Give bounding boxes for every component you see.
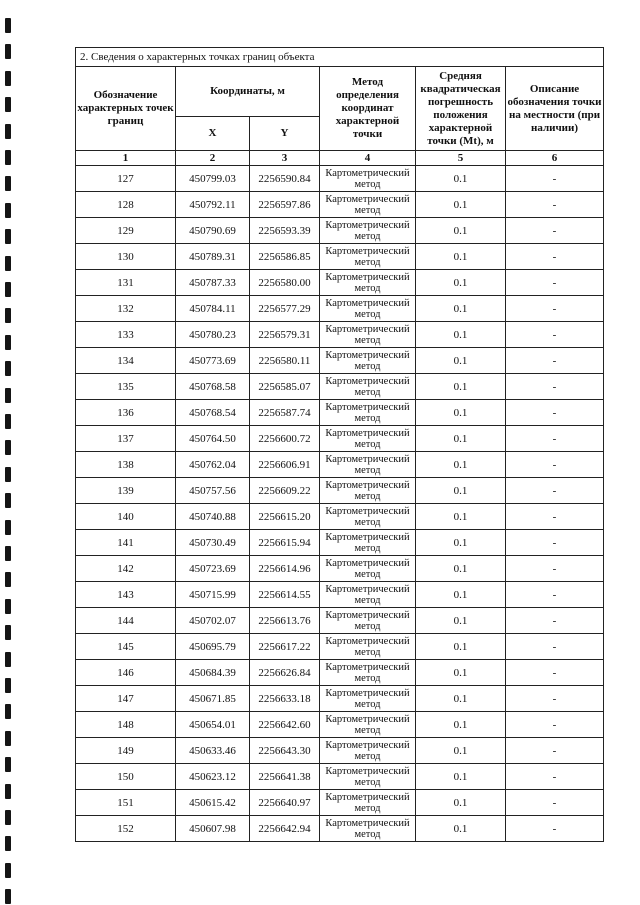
point-cell: 139 xyxy=(76,478,176,504)
x-coordinate-cell: 450654.01 xyxy=(176,712,250,738)
point-cell: 148 xyxy=(76,712,176,738)
y-coordinate-cell: 2256617.22 xyxy=(250,634,320,660)
x-coordinate-cell: 450787.33 xyxy=(176,270,250,296)
table-body xyxy=(76,166,604,842)
punch-mark xyxy=(5,810,11,825)
description-cell: - xyxy=(506,634,604,660)
x-coordinate-cell: 450789.31 xyxy=(176,244,250,270)
error-cell: 0.1 xyxy=(416,712,506,738)
table-row xyxy=(76,348,604,374)
table-row xyxy=(76,686,604,712)
description-cell: - xyxy=(506,504,604,530)
point-cell: 136 xyxy=(76,400,176,426)
description-cell: - xyxy=(506,166,604,192)
punch-mark xyxy=(5,889,11,904)
method-cell: Картометрический метод xyxy=(320,478,416,504)
x-coordinate-cell: 450790.69 xyxy=(176,218,250,244)
punch-mark xyxy=(5,757,11,772)
point-cell: 134 xyxy=(76,348,176,374)
table-row xyxy=(76,738,604,764)
punch-mark xyxy=(5,520,11,535)
x-coordinate-cell: 450780.23 xyxy=(176,322,250,348)
point-cell: 135 xyxy=(76,374,176,400)
punch-mark xyxy=(5,652,11,667)
x-coordinate-cell: 450768.58 xyxy=(176,374,250,400)
table-row xyxy=(76,322,604,348)
method-cell: Картометрический метод xyxy=(320,790,416,816)
description-cell: - xyxy=(506,270,604,296)
point-cell: 128 xyxy=(76,192,176,218)
method-cell: Картометрический метод xyxy=(320,582,416,608)
table-row xyxy=(76,244,604,270)
boundary-points-table xyxy=(75,47,604,842)
table-row xyxy=(76,530,604,556)
description-cell: - xyxy=(506,556,604,582)
header-point: Обозначение характерных точек границ xyxy=(76,67,176,151)
x-coordinate-cell: 450740.88 xyxy=(176,504,250,530)
table-row xyxy=(76,166,604,192)
punch-mark xyxy=(5,493,11,508)
description-cell: - xyxy=(506,348,604,374)
method-cell: Картометрический метод xyxy=(320,816,416,842)
y-coordinate-cell: 2256626.84 xyxy=(250,660,320,686)
punch-mark xyxy=(5,97,11,112)
description-cell: - xyxy=(506,400,604,426)
table-row xyxy=(76,218,604,244)
point-cell: 140 xyxy=(76,504,176,530)
punch-mark xyxy=(5,229,11,244)
error-cell: 0.1 xyxy=(416,322,506,348)
column-number: 4 xyxy=(320,151,416,166)
point-cell: 151 xyxy=(76,790,176,816)
error-cell: 0.1 xyxy=(416,452,506,478)
y-coordinate-cell: 2256587.74 xyxy=(250,400,320,426)
method-cell: Картометрический метод xyxy=(320,608,416,634)
method-cell: Картометрический метод xyxy=(320,426,416,452)
point-cell: 144 xyxy=(76,608,176,634)
point-cell: 132 xyxy=(76,296,176,322)
x-coordinate-cell: 450762.04 xyxy=(176,452,250,478)
point-cell: 133 xyxy=(76,322,176,348)
punch-mark xyxy=(5,836,11,851)
method-cell: Картометрический метод xyxy=(320,374,416,400)
x-coordinate-cell: 450615.42 xyxy=(176,790,250,816)
y-coordinate-cell: 2256642.60 xyxy=(250,712,320,738)
x-coordinate-cell: 450702.07 xyxy=(176,608,250,634)
method-cell: Картометрический метод xyxy=(320,166,416,192)
x-coordinate-cell: 450607.98 xyxy=(176,816,250,842)
description-cell: - xyxy=(506,712,604,738)
error-cell: 0.1 xyxy=(416,348,506,374)
header-description: Описание обозначения точки на местности (при наличии) xyxy=(506,67,604,151)
description-cell: - xyxy=(506,374,604,400)
description-cell: - xyxy=(506,816,604,842)
table-row xyxy=(76,816,604,842)
description-cell: - xyxy=(506,322,604,348)
x-coordinate-cell: 450715.99 xyxy=(176,582,250,608)
table-row xyxy=(76,192,604,218)
point-cell: 137 xyxy=(76,426,176,452)
description-cell: - xyxy=(506,608,604,634)
method-cell: Картометрический метод xyxy=(320,348,416,374)
y-coordinate-cell: 2256600.72 xyxy=(250,426,320,452)
table-row xyxy=(76,374,604,400)
error-cell: 0.1 xyxy=(416,634,506,660)
method-cell: Картометрический метод xyxy=(320,192,416,218)
y-coordinate-cell: 2256580.00 xyxy=(250,270,320,296)
table-row xyxy=(76,296,604,322)
method-cell: Картометрический метод xyxy=(320,712,416,738)
punch-mark xyxy=(5,335,11,350)
x-coordinate-cell: 450792.11 xyxy=(176,192,250,218)
punch-mark xyxy=(5,124,11,139)
method-cell: Картометрический метод xyxy=(320,556,416,582)
table-row xyxy=(76,270,604,296)
error-cell: 0.1 xyxy=(416,556,506,582)
y-coordinate-cell: 2256580.11 xyxy=(250,348,320,374)
point-cell: 131 xyxy=(76,270,176,296)
x-coordinate-cell: 450623.12 xyxy=(176,764,250,790)
x-coordinate-cell: 450773.69 xyxy=(176,348,250,374)
punch-mark xyxy=(5,282,11,297)
y-coordinate-cell: 2256613.76 xyxy=(250,608,320,634)
punch-mark xyxy=(5,599,11,614)
header-coords: Координаты, м xyxy=(176,67,320,117)
y-coordinate-cell: 2256641.38 xyxy=(250,764,320,790)
method-cell: Картометрический метод xyxy=(320,660,416,686)
table-row xyxy=(76,504,604,530)
method-cell: Картометрический метод xyxy=(320,452,416,478)
error-cell: 0.1 xyxy=(416,582,506,608)
point-cell: 149 xyxy=(76,738,176,764)
point-cell: 150 xyxy=(76,764,176,790)
y-coordinate-cell: 2256642.94 xyxy=(250,816,320,842)
y-coordinate-cell: 2256577.29 xyxy=(250,296,320,322)
header-method: Метод определения координат характерной точки xyxy=(320,67,416,151)
y-coordinate-cell: 2256579.31 xyxy=(250,322,320,348)
y-coordinate-cell: 2256593.39 xyxy=(250,218,320,244)
method-cell: Картометрический метод xyxy=(320,764,416,790)
column-number: 1 xyxy=(76,151,176,166)
y-coordinate-cell: 2256643.30 xyxy=(250,738,320,764)
table-row xyxy=(76,478,604,504)
method-cell: Картометрический метод xyxy=(320,218,416,244)
method-cell: Картометрический метод xyxy=(320,686,416,712)
header-y: Y xyxy=(250,117,320,151)
punch-mark xyxy=(5,176,11,191)
table-row xyxy=(76,634,604,660)
y-coordinate-cell: 2256597.86 xyxy=(250,192,320,218)
point-cell: 130 xyxy=(76,244,176,270)
y-coordinate-cell: 2256585.07 xyxy=(250,374,320,400)
punch-mark xyxy=(5,44,11,59)
description-cell: - xyxy=(506,738,604,764)
error-cell: 0.1 xyxy=(416,530,506,556)
punch-mark xyxy=(5,784,11,799)
description-cell: - xyxy=(506,530,604,556)
x-coordinate-cell: 450784.11 xyxy=(176,296,250,322)
point-cell: 129 xyxy=(76,218,176,244)
point-cell: 146 xyxy=(76,660,176,686)
y-coordinate-cell: 2256614.96 xyxy=(250,556,320,582)
point-cell: 152 xyxy=(76,816,176,842)
punch-mark xyxy=(5,203,11,218)
error-cell: 0.1 xyxy=(416,660,506,686)
boundary-points-table-container xyxy=(75,47,603,842)
column-number: 3 xyxy=(250,151,320,166)
point-cell: 143 xyxy=(76,582,176,608)
error-cell: 0.1 xyxy=(416,426,506,452)
x-coordinate-cell: 450768.54 xyxy=(176,400,250,426)
table-row xyxy=(76,582,604,608)
error-cell: 0.1 xyxy=(416,816,506,842)
error-cell: 0.1 xyxy=(416,478,506,504)
method-cell: Картометрический метод xyxy=(320,530,416,556)
error-cell: 0.1 xyxy=(416,218,506,244)
punch-mark xyxy=(5,18,11,33)
y-coordinate-cell: 2256614.55 xyxy=(250,582,320,608)
x-coordinate-cell: 450695.79 xyxy=(176,634,250,660)
punch-mark xyxy=(5,546,11,561)
error-cell: 0.1 xyxy=(416,764,506,790)
column-numbers-row xyxy=(76,151,604,166)
punch-mark xyxy=(5,863,11,878)
error-cell: 0.1 xyxy=(416,400,506,426)
punch-mark xyxy=(5,361,11,376)
y-coordinate-cell: 2256640.97 xyxy=(250,790,320,816)
method-cell: Картометрический метод xyxy=(320,296,416,322)
punch-mark xyxy=(5,731,11,746)
punch-mark xyxy=(5,414,11,429)
table-row xyxy=(76,400,604,426)
punch-mark xyxy=(5,625,11,640)
table-row xyxy=(76,790,604,816)
header-error: Средняя квадратическая погрешность положения характерной точки (Mt), м xyxy=(416,67,506,151)
description-cell: - xyxy=(506,426,604,452)
binding-punch-marks xyxy=(5,0,15,905)
punch-mark xyxy=(5,572,11,587)
x-coordinate-cell: 450671.85 xyxy=(176,686,250,712)
point-cell: 142 xyxy=(76,556,176,582)
description-cell: - xyxy=(506,660,604,686)
column-number: 6 xyxy=(506,151,604,166)
point-cell: 145 xyxy=(76,634,176,660)
point-cell: 141 xyxy=(76,530,176,556)
description-cell: - xyxy=(506,296,604,322)
error-cell: 0.1 xyxy=(416,166,506,192)
error-cell: 0.1 xyxy=(416,374,506,400)
error-cell: 0.1 xyxy=(416,738,506,764)
y-coordinate-cell: 2256590.84 xyxy=(250,166,320,192)
table-row xyxy=(76,764,604,790)
column-number: 2 xyxy=(176,151,250,166)
error-cell: 0.1 xyxy=(416,270,506,296)
punch-mark xyxy=(5,467,11,482)
method-cell: Картометрический метод xyxy=(320,244,416,270)
error-cell: 0.1 xyxy=(416,296,506,322)
punch-mark xyxy=(5,308,11,323)
description-cell: - xyxy=(506,790,604,816)
description-cell: - xyxy=(506,218,604,244)
description-cell: - xyxy=(506,452,604,478)
error-cell: 0.1 xyxy=(416,686,506,712)
error-cell: 0.1 xyxy=(416,244,506,270)
description-cell: - xyxy=(506,192,604,218)
header-x: X xyxy=(176,117,250,151)
x-coordinate-cell: 450757.56 xyxy=(176,478,250,504)
table-row xyxy=(76,608,604,634)
method-cell: Картометрический метод xyxy=(320,400,416,426)
y-coordinate-cell: 2256606.91 xyxy=(250,452,320,478)
description-cell: - xyxy=(506,244,604,270)
punch-mark xyxy=(5,388,11,403)
column-number: 5 xyxy=(416,151,506,166)
punch-mark xyxy=(5,440,11,455)
error-cell: 0.1 xyxy=(416,608,506,634)
description-cell: - xyxy=(506,764,604,790)
punch-mark xyxy=(5,678,11,693)
y-coordinate-cell: 2256609.22 xyxy=(250,478,320,504)
point-cell: 147 xyxy=(76,686,176,712)
method-cell: Картометрический метод xyxy=(320,504,416,530)
method-cell: Картометрический метод xyxy=(320,322,416,348)
point-cell: 127 xyxy=(76,166,176,192)
table-row xyxy=(76,712,604,738)
y-coordinate-cell: 2256586.85 xyxy=(250,244,320,270)
x-coordinate-cell: 450764.50 xyxy=(176,426,250,452)
y-coordinate-cell: 2256615.20 xyxy=(250,504,320,530)
punch-mark xyxy=(5,704,11,719)
table-row xyxy=(76,556,604,582)
x-coordinate-cell: 450723.69 xyxy=(176,556,250,582)
description-cell: - xyxy=(506,582,604,608)
x-coordinate-cell: 450684.39 xyxy=(176,660,250,686)
error-cell: 0.1 xyxy=(416,504,506,530)
x-coordinate-cell: 450799.03 xyxy=(176,166,250,192)
method-cell: Картометрический метод xyxy=(320,634,416,660)
point-cell: 138 xyxy=(76,452,176,478)
x-coordinate-cell: 450633.46 xyxy=(176,738,250,764)
y-coordinate-cell: 2256615.94 xyxy=(250,530,320,556)
description-cell: - xyxy=(506,478,604,504)
description-cell: - xyxy=(506,686,604,712)
table-row xyxy=(76,426,604,452)
punch-mark xyxy=(5,71,11,86)
table-row xyxy=(76,452,604,478)
method-cell: Картометрический метод xyxy=(320,738,416,764)
table-row xyxy=(76,660,604,686)
punch-mark xyxy=(5,150,11,165)
error-cell: 0.1 xyxy=(416,192,506,218)
punch-mark xyxy=(5,256,11,271)
y-coordinate-cell: 2256633.18 xyxy=(250,686,320,712)
error-cell: 0.1 xyxy=(416,790,506,816)
section-title: 2. Сведения о характерных точках границ объекта xyxy=(76,48,604,67)
method-cell: Картометрический метод xyxy=(320,270,416,296)
x-coordinate-cell: 450730.49 xyxy=(176,530,250,556)
